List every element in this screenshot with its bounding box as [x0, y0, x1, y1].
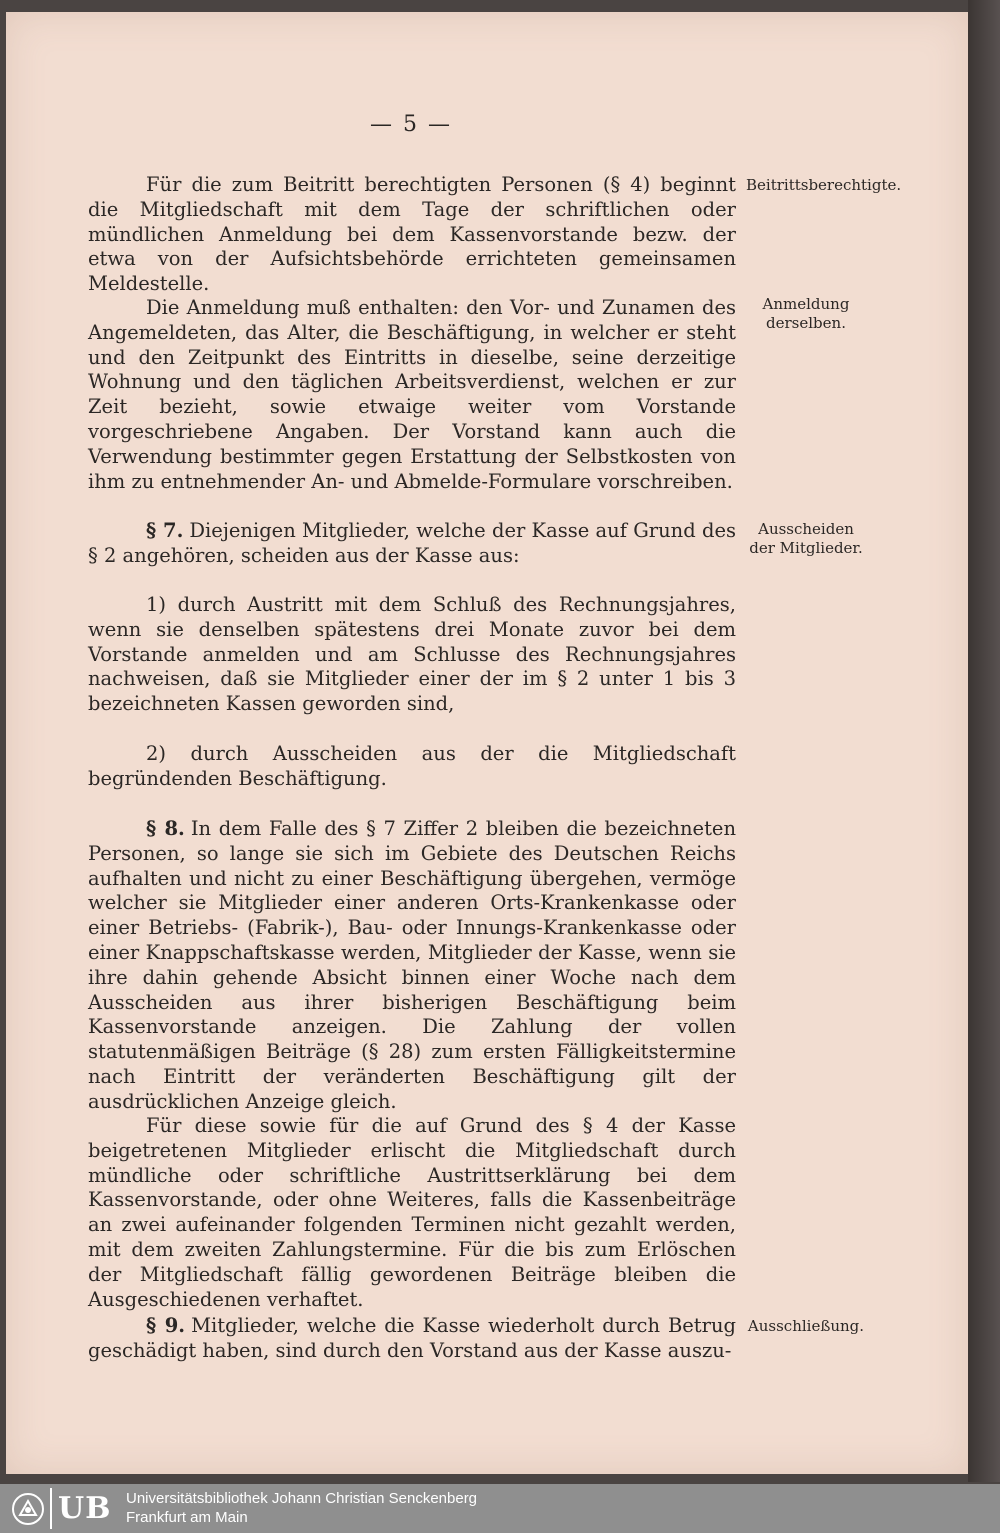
paragraph-text: In dem Falle des § 7 Ziffer 2 bleiben die bezeichneten Personen, so lange sie sich im Gebiete des Deutschen Reichs aufhalten und nicht zu einer Beschäftigung übergehen, vermöge welcher sie Mitglieder einer anderen Orts-Krankenkasse oder einer Betriebs- (Fabrik-), Bau- oder Innungs-Krankenkasse oder einer Knappschaftskasse werden, Mitglieder der Kasse, wenn sie ihre dahin gehende Absicht binnen einer Woche nach dem Ausscheiden aus ihrer bisherigen Beschäftigung beim Kassenvorstande anzeigen. Die Zahlung der vollen statutenmäßigen Beiträge (§ 28) zum ersten Fälligkeitstermine nach Eintritt der veränderten Beschäftigung gilt der ausdrücklichen Anzeige gleich.	[88, 817, 737, 1113]
margin-note-beitrittsberechtigte: Beitrittsberechtigte.	[746, 176, 902, 194]
margin-note-anmeldung: Anmeldung derselben.	[762, 295, 850, 332]
paragraph-section-9	[88, 1314, 736, 1364]
paragraph-text: 1) durch Austritt mit dem Schluß des Rechnungsjahres, wenn sie denselben spätestens drei Monate zuvor bei dem Vorstande anmelden und am Schlusse des Rechnungsjahres nachweisen, daß sie Mitglieder einer der im § 2 unter 1 bis 3 bezeichneten Kassen geworden sind,	[88, 593, 736, 716]
paragraph-membership-start	[88, 173, 736, 297]
page-edge-shadow	[968, 0, 1000, 1482]
paragraph-registration	[88, 296, 736, 494]
footer-library-name: Universitätsbibliothek Johann Christian Senckenberg	[126, 1490, 478, 1507]
library-footer	[0, 1484, 1000, 1533]
margin-note-ausscheiden: Ausscheiden der Mitglieder.	[749, 520, 863, 557]
logo-text: UB	[58, 1491, 112, 1526]
section-number: § 7.	[146, 519, 184, 542]
paragraph-item-1	[88, 593, 736, 717]
paragraph-text: Mitglieder, welche die Kasse wiederholt durch Betrug geschädigt haben, sind durch den Vorstand aus der Kasse auszu-	[88, 1314, 737, 1362]
paragraph-text: Diejenigen Mitglieder, welche der Kasse auf Grund des § 2 angehören, scheiden aus der Kasse aus:	[88, 519, 736, 567]
section-number: § 9.	[146, 1314, 186, 1337]
paragraph-item-2	[88, 742, 736, 792]
paragraph-text: Die Anmeldung muß enthalten: den Vor- und Zunamen des Angemeldeten, das Alter, die Beschäftigung, in welcher er steht und den Zeitpunkt des Eintritts in dieselbe, seine derzeitige Wohnung und den täglichen Arbeitsverdienst, welchen er zur Zeit bezieht, sowie etwaige weiter vom Vorstande vorgeschriebene Angaben. Der Vorstand kann auch die Verwendung bestimmter gegen Erstattung der Selbstkosten von ihm zu entnehmender An- und Abmelde-Formulare vorschreiben.	[88, 296, 736, 493]
margin-note-ausschliessung: Ausschließung.	[747, 1317, 865, 1335]
footer-library-city: Frankfurt am Main	[126, 1509, 248, 1526]
paragraph-text: Für die zum Beitritt berechtigten Personen (§ 4) beginnt die Mitgliedschaft mit dem Tage der schriftlichen oder mündlichen Anmeldung bei dem Kassenvorstande bezw. der etwa von der Aufsichtsbehörde errichteten gemeinsamen Meldestelle.	[88, 173, 736, 296]
ub-logo	[6, 1488, 118, 1529]
page-number: — 5 —	[370, 112, 452, 137]
seal-icon	[6, 1488, 52, 1529]
paragraph-membership-end	[88, 1114, 736, 1312]
paragraph-section-8	[88, 817, 736, 1115]
paragraph-text: 2) durch Ausscheiden aus der die Mitgliedschaft begründenden Beschäftigung.	[88, 742, 736, 790]
paragraph-section-7	[88, 519, 736, 569]
paragraph-text: Für diese sowie für die auf Grund des § 4 der Kasse beigetretenen Mitglieder erlischt die Mitgliedschaft durch mündliche oder schriftliche Austrittserklärung bei dem Kassenvorstande, oder ohne Weiteres, falls die Kassenbeiträge an zwei aufeinander folgenden Terminen nicht gezahlt werden, mit dem zweiten Zahlungstermine. Für die bis zum Erlöschen der Mitgliedschaft fällig gewordenen Beiträge bleiben die Ausgeschiedenen verhaftet.	[88, 1114, 736, 1311]
section-number: § 8.	[146, 817, 185, 840]
